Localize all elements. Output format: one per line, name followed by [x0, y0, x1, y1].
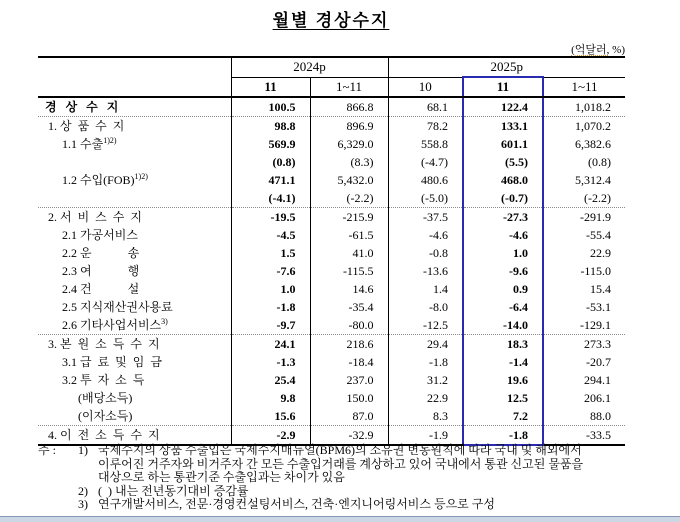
- cell-highlighted: 19.6: [463, 371, 543, 389]
- footnote-line: [38, 485, 668, 499]
- cell: 15.4: [543, 280, 625, 298]
- cell-highlighted: (5.5): [463, 153, 543, 171]
- cell: (0.8): [231, 153, 310, 171]
- table-row: [38, 262, 625, 280]
- cell: -20.7: [543, 353, 625, 371]
- cell-highlighted: -1.8: [463, 426, 543, 446]
- cell: -12.5: [388, 316, 463, 335]
- cell: 1.5: [231, 244, 310, 262]
- row-label: 1. 상 품 수 지: [38, 117, 231, 136]
- cell: 78.2: [388, 117, 463, 136]
- footnote-number: 2): [78, 483, 88, 498]
- cell-highlighted: 122.4: [463, 97, 543, 117]
- cell: 22.9: [543, 244, 625, 262]
- row-label: 2.4 건 설: [62, 282, 140, 296]
- cell: -0.8: [388, 244, 463, 262]
- row-label: 3. 본 원 소 득 수 지: [38, 335, 231, 354]
- row-label: [38, 153, 231, 171]
- cell: 1,070.2: [543, 117, 625, 136]
- cell: -115.0: [543, 262, 625, 280]
- footnote-text: 연구개발서비스, 전문·경영컨설팅서비스, 건축·엔지니어링서비스 등으로 구성: [98, 497, 495, 511]
- cell: -7.6: [231, 262, 310, 280]
- cell: -53.1: [543, 298, 625, 316]
- table-row: [38, 189, 625, 208]
- footnote-line: [38, 498, 668, 512]
- cell-highlighted: 18.3: [463, 335, 543, 354]
- cell: 480.6: [388, 171, 463, 189]
- cell: 14.6: [310, 280, 388, 298]
- cell: 6,382.6: [543, 135, 625, 153]
- cell: -4.5: [231, 226, 310, 244]
- balance-table: [38, 56, 625, 446]
- header-group-row: [38, 57, 625, 77]
- column-group-2024p: 2024p: [231, 57, 388, 77]
- table-row: [38, 153, 625, 171]
- cell-highlighted: 601.1: [463, 135, 543, 153]
- unit-label-marked: (억달러,: [571, 44, 610, 56]
- cell: 68.1: [388, 97, 463, 117]
- footnote-line: [38, 458, 668, 472]
- cell: -1.9: [388, 426, 463, 446]
- cell: 471.1: [231, 171, 310, 189]
- table-row: [38, 298, 625, 316]
- footnote-ref: 1)2): [134, 172, 148, 181]
- cell: (0.8): [543, 153, 625, 171]
- table-row: [38, 171, 625, 189]
- column-header: 11: [231, 77, 310, 97]
- cell: -18.4: [310, 353, 388, 371]
- footnote-text: ( ) 내는 전년동기대비 증감률: [98, 483, 249, 498]
- cell: (-5.0): [388, 189, 463, 208]
- cell: 896.9: [310, 117, 388, 136]
- cell: 25.4: [231, 371, 310, 389]
- page-title: 월별 경상수지: [272, 11, 390, 30]
- row-label: 2. 서 비 스 수 지: [38, 208, 231, 227]
- cell: -33.5: [543, 426, 625, 446]
- footnote-text: 국제수지의 상품 수출입은 국제수지매뉴얼(BPM6)의 소유권 변동원칙에 따라 국내 및 해외에서: [98, 443, 582, 457]
- cell: 569.9: [231, 135, 310, 153]
- column-header: 1~11: [310, 77, 388, 97]
- cell: 206.1: [543, 389, 625, 407]
- table-row: [38, 280, 625, 298]
- column-header-highlighted: 11: [463, 77, 543, 97]
- cell: 6,329.0: [310, 135, 388, 153]
- cell: 1,018.2: [543, 97, 625, 117]
- table-row: [38, 117, 625, 136]
- cell: -4.6: [388, 226, 463, 244]
- cell: -291.9: [543, 208, 625, 227]
- cell: -13.6: [388, 262, 463, 280]
- cell: 8.3: [388, 407, 463, 426]
- balance-table-wrap: [38, 56, 625, 446]
- row-label: 3.2 투 자 소 득: [62, 373, 145, 387]
- table-row: [38, 226, 625, 244]
- cell: 41.0: [310, 244, 388, 262]
- label-column-header: [38, 57, 231, 97]
- row-label: 2.1 가공서비스: [62, 228, 138, 242]
- row-label: 경 상 수 지: [45, 100, 119, 114]
- cell: -9.7: [231, 316, 310, 335]
- cell: 558.8: [388, 135, 463, 153]
- cell-highlighted: 0.9: [463, 280, 543, 298]
- cell: -37.5: [388, 208, 463, 227]
- cell: 150.0: [310, 389, 388, 407]
- table-row: [38, 389, 625, 407]
- footnote-line: [38, 471, 668, 485]
- unit-label: [571, 41, 625, 57]
- cell: 29.4: [388, 335, 463, 354]
- row-label: (배당소득): [78, 391, 133, 405]
- cell: (-4.7): [388, 153, 463, 171]
- column-group-2025p: 2025p: [388, 57, 625, 77]
- table-head: [38, 57, 625, 97]
- table-row: [38, 353, 625, 371]
- footnote-prefix: 주 :: [38, 443, 59, 457]
- cell: -2.9: [231, 426, 310, 446]
- table-row: [38, 244, 625, 262]
- cell: 5,432.0: [310, 171, 388, 189]
- cell: 87.0: [310, 407, 388, 426]
- cell: -1.3: [231, 353, 310, 371]
- row-label: 2.6 기타사업서비스$^{3)}$: [62, 317, 168, 332]
- cell: -61.5: [310, 226, 388, 244]
- row-label: 2.5 지식재산권사용료: [62, 300, 173, 314]
- cell: -115.5: [310, 262, 388, 280]
- table-row: [38, 371, 625, 389]
- cell: (8.3): [310, 153, 388, 171]
- cell: 22.9: [388, 389, 463, 407]
- cell: 1.0: [231, 280, 310, 298]
- cell: 31.2: [388, 371, 463, 389]
- footnote-ref: 3): [161, 317, 168, 326]
- cell-highlighted: 468.0: [463, 171, 543, 189]
- footnotes: [38, 444, 668, 512]
- cell: 866.8: [310, 97, 388, 117]
- cell: (-2.2): [543, 189, 625, 208]
- row-label: (이자소득): [78, 409, 133, 423]
- cell: 9.8: [231, 389, 310, 407]
- row-label: [38, 189, 231, 208]
- cell: -215.9: [310, 208, 388, 227]
- cell: -55.4: [543, 226, 625, 244]
- cell-highlighted: -9.6: [463, 262, 543, 280]
- cell-highlighted: 1.0: [463, 244, 543, 262]
- footnote-number: 3): [78, 497, 88, 511]
- table-row: [38, 316, 625, 335]
- table-row: [38, 135, 625, 153]
- row-label: 2.2 운 송: [62, 246, 140, 260]
- column-header: 10: [388, 77, 463, 97]
- table-row: [38, 335, 625, 354]
- window-bottom-bar: [0, 516, 680, 522]
- cell: 273.3: [543, 335, 625, 354]
- cell-highlighted: -4.6: [463, 226, 543, 244]
- column-header: 1~11: [543, 77, 625, 97]
- cell-highlighted: 133.1: [463, 117, 543, 136]
- cell-highlighted: -14.0: [463, 316, 543, 335]
- cell: -1.8: [388, 353, 463, 371]
- cell: 218.6: [310, 335, 388, 354]
- cell: 15.6: [231, 407, 310, 426]
- cell: 100.5: [231, 97, 310, 117]
- footnote-ref: 1)2): [103, 136, 117, 145]
- cell: -129.1: [543, 316, 625, 335]
- table-body: [38, 97, 625, 445]
- cell: -8.0: [388, 298, 463, 316]
- cell: 98.8: [231, 117, 310, 136]
- table-row: [38, 208, 625, 227]
- cell: -80.0: [310, 316, 388, 335]
- footnote-text: 대상으로 하는 통관기준 수출입과는 차이가 있음: [98, 470, 345, 484]
- footnote-line: [38, 444, 668, 458]
- cell: (-2.2): [310, 189, 388, 208]
- table-row: [38, 407, 625, 426]
- cell-highlighted: -6.4: [463, 298, 543, 316]
- row-label: 1.1 수출$^{1)2)}$: [62, 136, 117, 151]
- row-label: 1.2 수입(FOB)$^{1)2)}$: [62, 172, 148, 187]
- row-label: 3.1 급 료 및 임 금: [62, 355, 162, 369]
- footnote-number: 1): [78, 443, 88, 457]
- cell: -19.5: [231, 208, 310, 227]
- cell: 237.0: [310, 371, 388, 389]
- cell: -35.4: [310, 298, 388, 316]
- unit-label-rest: %): [609, 44, 625, 56]
- cell-highlighted: (-0.7): [463, 189, 543, 208]
- cell-highlighted: 12.5: [463, 389, 543, 407]
- row-label: 4. 이 전 소 득 수 지: [38, 426, 231, 446]
- cell: -32.9: [310, 426, 388, 446]
- footnote-text: 이루어진 거주자와 비거주자 간 모든 수출입거래를 계상하고 있어 국내에서 통관 신고된 물품을: [98, 456, 584, 471]
- cell-highlighted: -27.3: [463, 208, 543, 227]
- cell: (-4.1): [231, 189, 310, 208]
- cell: -1.8: [231, 298, 310, 316]
- row-label: 2.3 여 행: [62, 264, 140, 278]
- cell-highlighted: 7.2: [463, 407, 543, 426]
- table-row: [38, 97, 625, 117]
- cell: 1.4: [388, 280, 463, 298]
- cell-highlighted: -1.4: [463, 353, 543, 371]
- cell: 24.1: [231, 335, 310, 354]
- cell: 88.0: [543, 407, 625, 426]
- cell: 5,312.4: [543, 171, 625, 189]
- cell: 294.1: [543, 371, 625, 389]
